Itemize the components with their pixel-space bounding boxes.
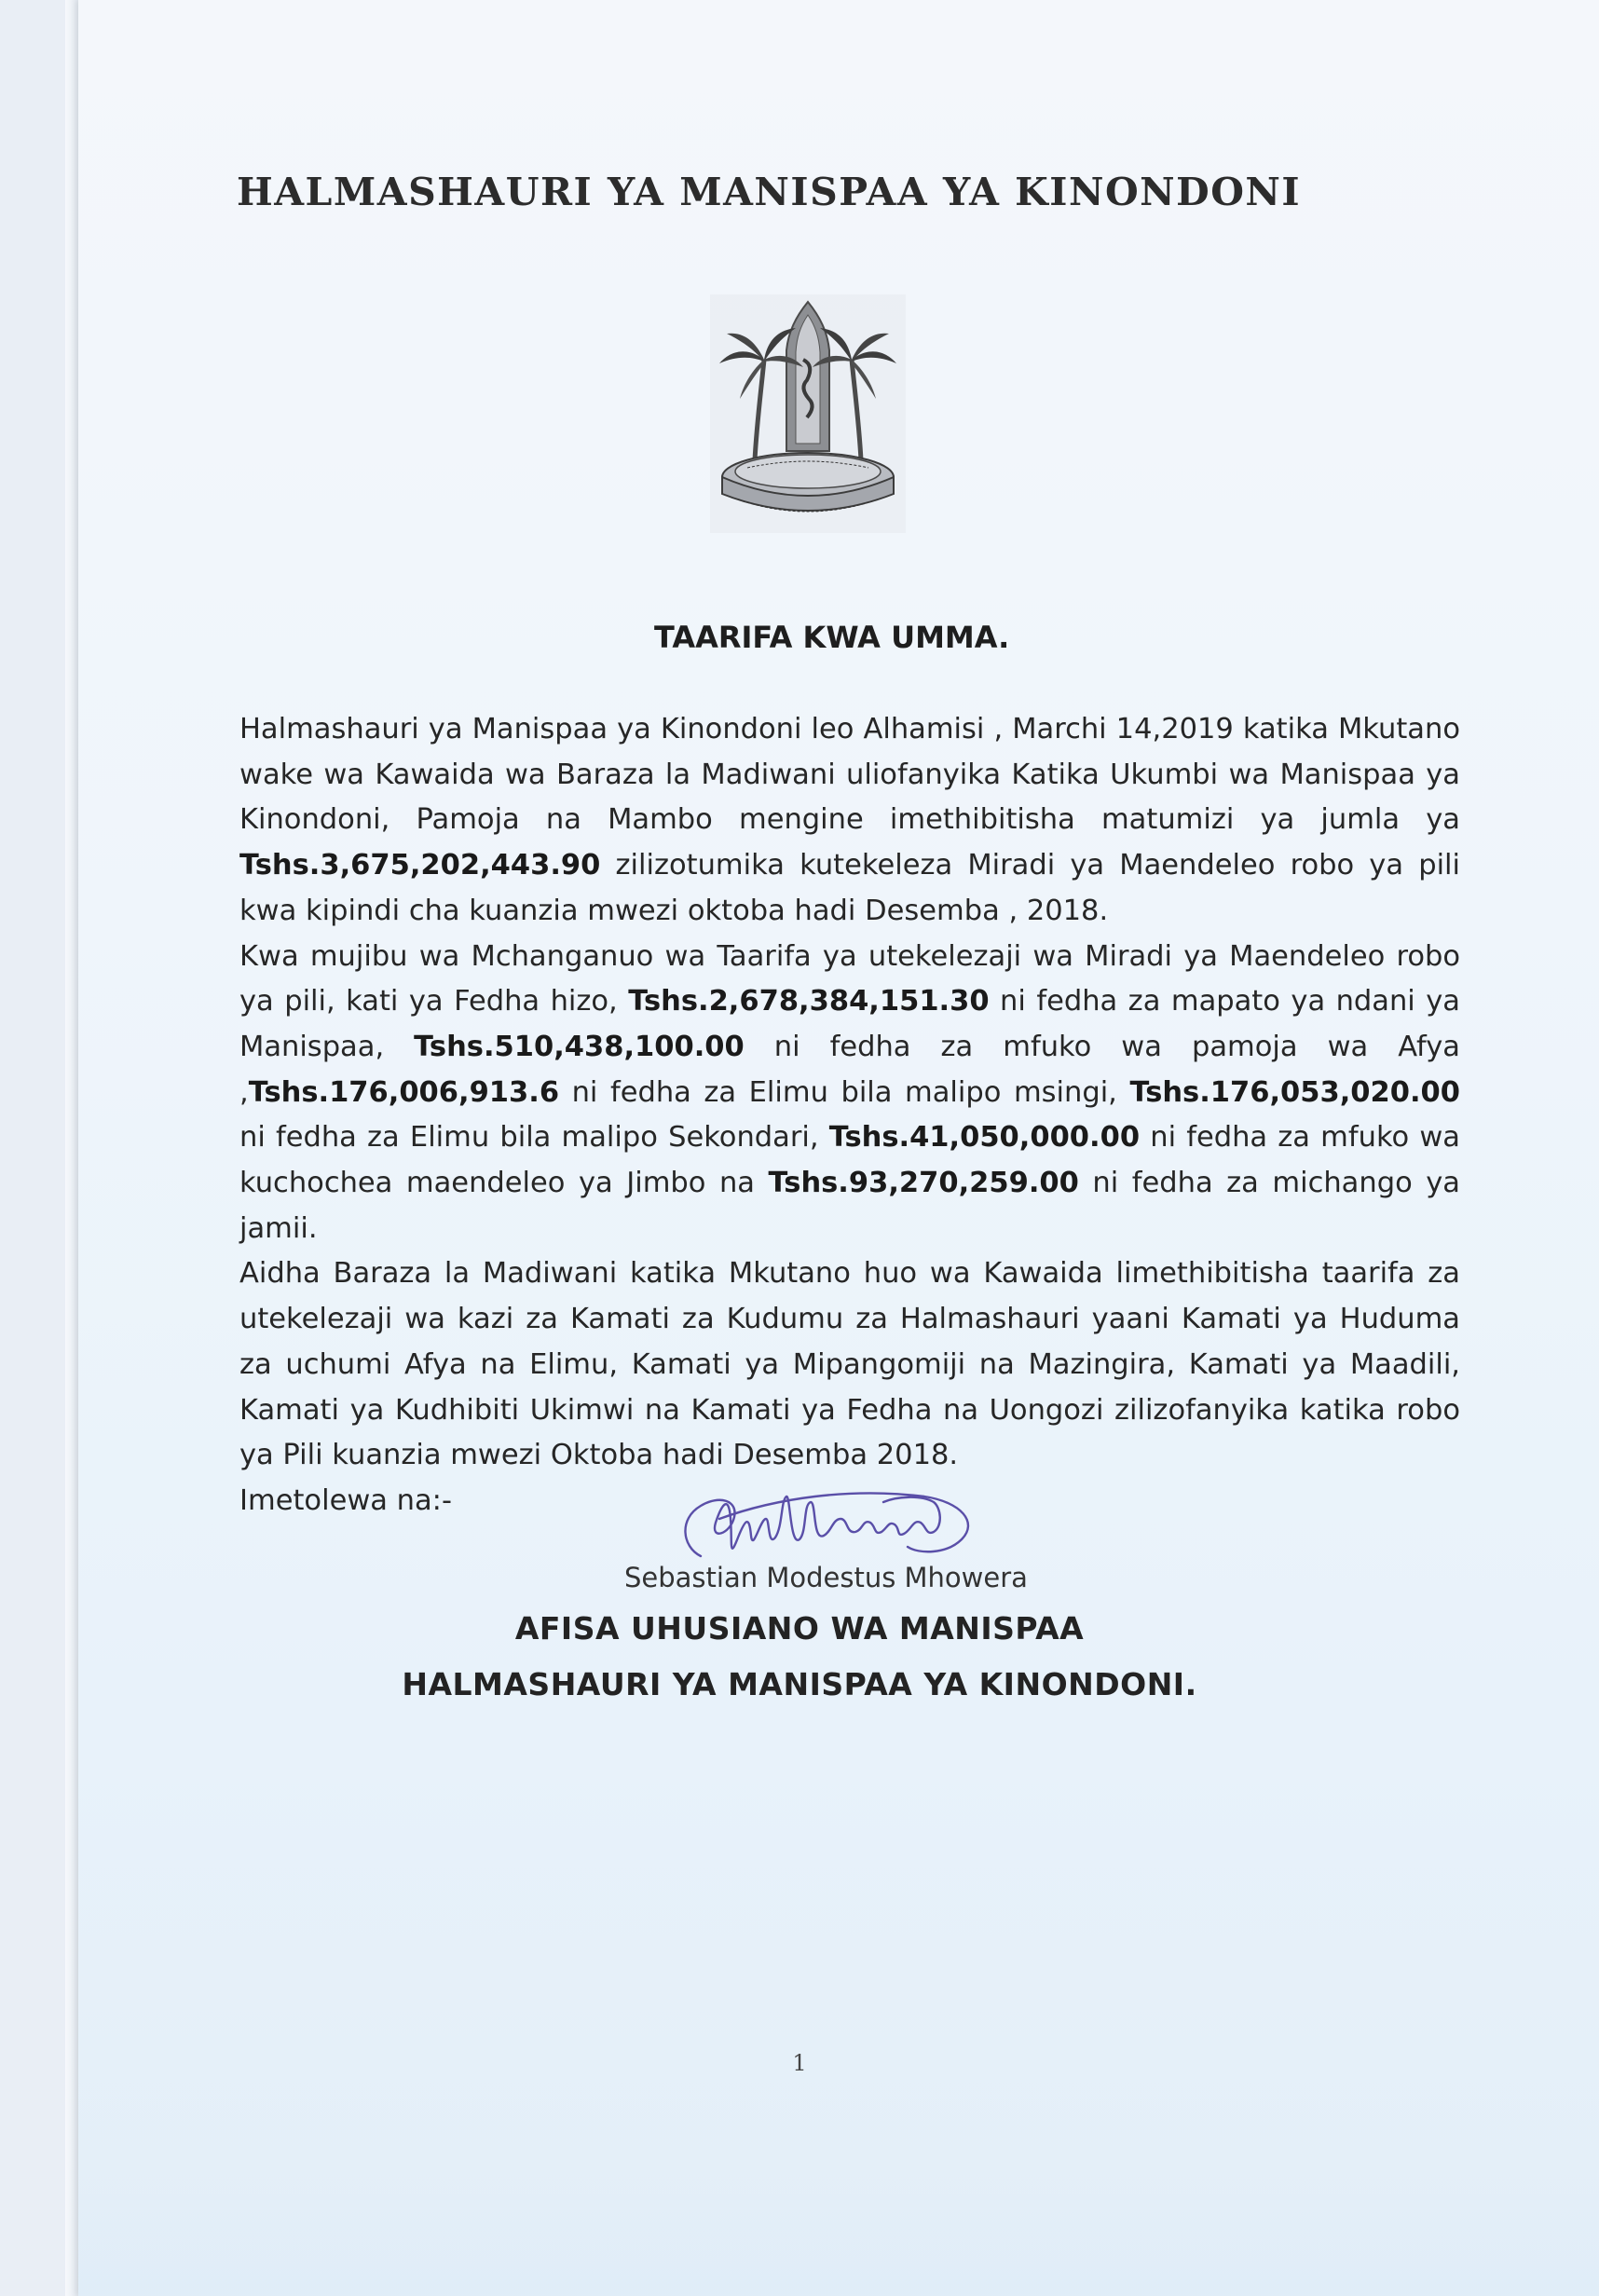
page-number: 1: [792, 2050, 807, 2076]
amount-highlight: Tshs.176,053,020.00: [1129, 1075, 1460, 1109]
amount-highlight: Tshs.41,050,000.00: [828, 1121, 1141, 1155]
amount-highlight: Tshs.510,438,100.00: [414, 1030, 745, 1063]
council-seal-logo: [710, 294, 906, 533]
notice-heading: TAARIFA KWA UMMA.: [654, 620, 1010, 655]
body-text-run: Kwa mujibu wa Mchanganuo wa Taarifa ya utekelezaji wa Miradi ya Maendeleo robo ya pili, kati ya Fedha hizo,: [239, 939, 1460, 1018]
body-text-run: Halmashauri ya Manispaa ya Kinondoni leo Alhamisi , Marchi 14,2019 katika Mkutano wake wa Kawaida wa Baraza la Madiwani uliofanyika Katika Ukumbi wa Manispaa ya Kinondoni, Pamoja na Mambo mengine imethibitisha matumizi ya jumla ya: [239, 713, 1460, 837]
paper-shading: [78, 2171, 1599, 2296]
body-text-run: Aidha Baraza la Madiwani katika Mkutano huo wa Kawaida limethibitisha taarifa za utekelezaji wa kazi za Kamati za Kudumu za Halmashauri yaani Kamati ya Huduma za uchumi Afya na Elimu, Kamati ya Mipangomiji na Mazingira, Kamati ya Maadili, Kamati ya Kudhibiti Ukimwi na Kamati ya Fedha na Uongozi zilizofanyika katika robo ya Pili kuanzia mwezi Oktoba hadi Desemba 2018.: [239, 1257, 1460, 1472]
body-text-run: ni fedha za Elimu bila malipo msingi,: [559, 1075, 1130, 1109]
body-text-run: ni fedha za mfuko wa kuchochea maendeleo ya Jimbo na: [239, 1121, 1460, 1200]
body-paragraph: [239, 1251, 1460, 1479]
signer-organization: HALMASHAURI YA MANISPAA YA KINONDONI.: [402, 1666, 1197, 1702]
body-text-run: zilizotumika kutekeleza Miradi ya Maendeleo robo ya pili kwa kipindi cha kuanzia mwezi oktoba hadi Desemba , 2018.: [239, 849, 1460, 927]
amount-highlight: Tshs.2,678,384,151.30: [628, 985, 990, 1018]
amount-highlight: Tshs.3,675,202,443.90: [239, 849, 601, 882]
body-text-run: ni fedha za michango ya jamii.: [239, 1167, 1460, 1245]
body-text-run: ni fedha za Elimu bila malipo Sekondari,: [239, 1121, 829, 1155]
notice-body: [239, 707, 1460, 1524]
body-text-run: Imetolewa na:-: [239, 1483, 452, 1517]
body-text-run: ni fedha za mfuko wa pamoja wa Afya ,: [239, 1030, 1460, 1109]
council-title: HALMASHAURI YA MANISPAA YA KINONDONI: [237, 170, 1302, 214]
signer-title: AFISA UHUSIANO WA MANISPAA: [514, 1610, 1085, 1647]
body-text-run: ni fedha za mapato ya ndani ya Manispaa,: [239, 985, 1460, 1063]
amount-highlight: Tshs.93,270,259.00: [768, 1167, 1079, 1200]
signer-name: Sebastian Modestus Mhowera: [624, 1562, 1028, 1593]
amount-highlight: Tshs.176,006,913.6: [248, 1075, 560, 1109]
body-paragraph: [239, 707, 1460, 935]
body-paragraph: [239, 935, 1460, 1252]
